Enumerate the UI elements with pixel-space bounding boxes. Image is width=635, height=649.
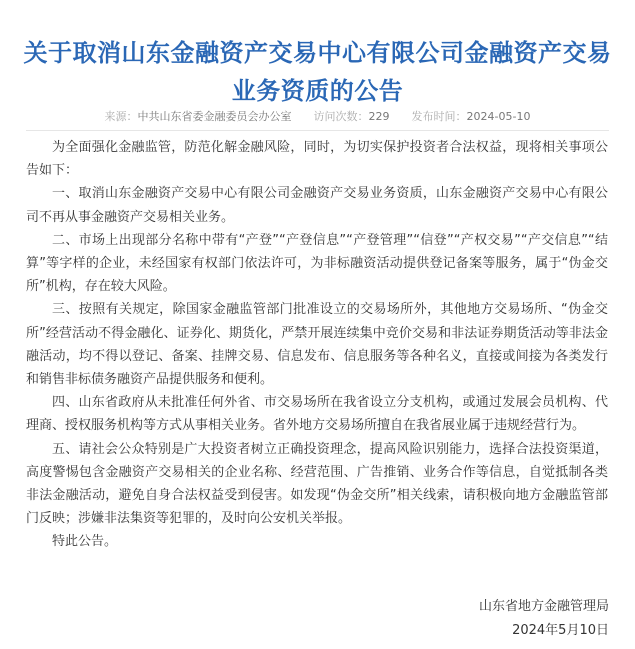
publish-date: 2024-05-10 xyxy=(466,110,531,123)
paragraph-item-1: 一、取消山东金融资产交易中心有限公司金融资产交易业务资质，山东金融资产交易中心有限公司不再从事金融资产交易相关业务。 xyxy=(26,186,608,225)
signature-block xyxy=(479,595,609,643)
source-label: 来源： xyxy=(104,110,138,123)
paragraph-item-2: 二、市场上出现部分名称中带有“产登”“产登信息”“产登管理”“信登”“产权交易”“产交信息”“结算”等字样的企业，未经国家有权部门依法许可，为非标融资活动提供登记备案等服务，属于“伪金交所”机构，存在较大风险。 xyxy=(26,232,608,295)
meta-divider xyxy=(26,130,609,131)
views-count: 229 xyxy=(368,110,390,123)
intro-paragraph: 为全面强化金融监管，防范化解金融风险，同时，为切实保护投资者合法权益，现将相关事项公告如下： xyxy=(26,140,608,179)
closing-paragraph: 特此公告。 xyxy=(52,534,118,550)
views-label: 访问次数： xyxy=(313,110,369,123)
issuing-organization: 山东省地方金融管理局 xyxy=(478,599,609,614)
date-label: 发布时间： xyxy=(411,110,467,123)
page-title: 关于取消山东金融资产交易中心有限公司金融资产交易业务资质的公告 xyxy=(23,39,612,105)
paragraph-item-5: 五、请社会公众特别是广大投资者树立正确投资理念，提高风险识别能力，选择合法投资渠道，高度警惕包含金融资产交易相关的企业名称、经营范围、广告推销、业务合作等信息，自觉抵制各类非法金融活动，避免自身合法权益受到侵害。如发现“伪金交所”相关线索，请积极向地方金融监管部门反映；涉嫌非法集资等犯罪的，及时向公安机关举报。 xyxy=(26,441,608,527)
signature-date: 2024年5月10日 xyxy=(512,623,609,638)
article-body xyxy=(26,136,608,554)
paragraph-item-4: 四、山东省政府从未批准任何外省、市交易场所在我省设立分支机构，或通过发展会员机构、代理商、授权服务机构等方式从事相关业务。省外地方交易场所擅自在我省展业属于违规经营行为。 xyxy=(26,395,608,434)
paragraph-item-3: 三、按照有关规定，除国家金融监管部门批准设立的交易场所外，其他地方交易场所、“伪金交所”经营活动不得金融化、证券化、期货化，严禁开展连续集中竞价交易和非法证券期货活动等非法金融活动，均不得以登记、备案、挂牌交易、信息发布、信息服务等各种名义，直接或间接为各类发行和销售非标债务融资产品提供服务和便利。 xyxy=(26,302,608,388)
source-value: 中共山东省委金融委员会办公室 xyxy=(137,110,292,123)
article-meta xyxy=(0,110,635,124)
